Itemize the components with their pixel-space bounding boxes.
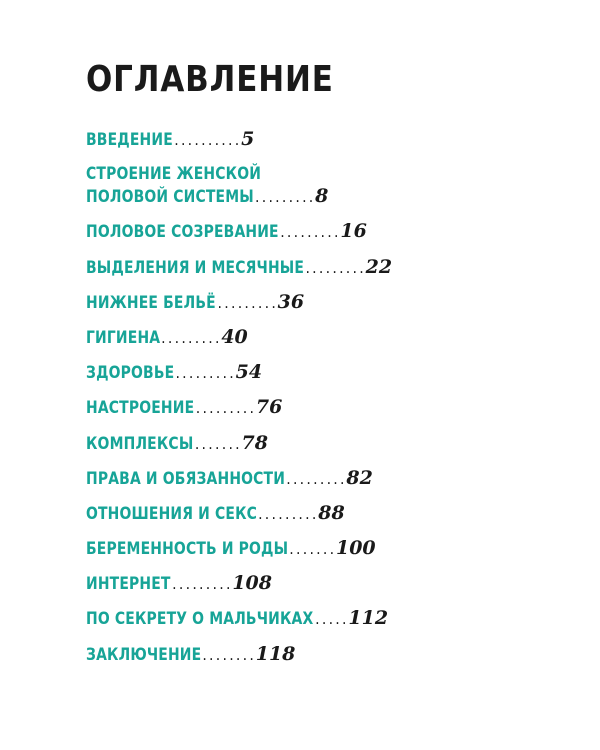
toc-entry-title: ИНТЕРНЕТ [86,574,171,595]
toc-entry-title: ЗАКЛЮЧЕНИЕ [86,644,202,665]
toc-page-number: 78 [241,431,268,454]
toc-entry[interactable] [86,537,392,559]
toc-entry-line [86,163,392,185]
toc-page-number: 88 [318,501,345,524]
toc-entry-line [86,572,392,594]
toc-leader-dots: ......... [216,296,277,311]
toc-page-number: 112 [348,607,389,630]
toc-entry-line [86,537,392,559]
toc-entry-line [86,128,392,150]
toc-leader-dots: ....... [193,437,241,452]
toc-page-number: 76 [255,396,283,419]
toc-entry[interactable] [86,396,392,418]
toc-entry[interactable] [86,163,392,207]
toc-entry-line [86,220,392,242]
toc-leader-dots: ......... [256,507,318,522]
toc-entry-line [86,256,392,278]
toc-entry-line [86,502,392,524]
toc-entry-title: ПОЛОВОЙ СИСТЕМЫ [86,187,254,208]
toc-page-number: 54 [235,361,263,384]
toc-leader-dots: ......... [194,402,255,417]
toc-entry-line [86,185,392,207]
toc-page-number: 8 [315,185,329,208]
toc-leader-dots: .......... [172,134,241,148]
toc-entry-line [86,643,392,665]
toc-page-number: 118 [255,642,296,665]
toc-entry-line [86,467,392,489]
toc-entry-title: СТРОЕНИЕ ЖЕНСКОЙ [86,164,262,185]
toc-leader-dots: ..... [313,613,348,628]
toc-entry[interactable] [86,256,392,278]
toc-entry[interactable] [86,607,392,629]
toc-entry-title: ВЫДЕЛЕНИЯ И МЕСЯЧНЫЕ [86,257,305,278]
toc-entry[interactable] [86,326,392,348]
toc-leader-dots: ........ [200,648,255,663]
toc-entry-title: ЗДОРОВЬЕ [86,363,175,384]
toc-entry[interactable] [86,432,392,454]
toc-entry-title: ПРАВА И ОБЯЗАННОСТИ [86,468,286,489]
toc-entry-line [86,326,392,348]
toc-entry[interactable] [86,361,392,383]
toc-entry-line [86,607,392,629]
page-title: ОГЛАВЛЕНИЕ [86,59,334,100]
toc-list [86,128,392,678]
toc-leader-dots: ......... [159,331,221,346]
toc-entry-line [86,396,392,418]
toc-entry-line [86,291,392,313]
toc-page-number: 16 [340,220,367,243]
toc-page-number: 5 [241,128,255,150]
toc-entry-title: ГИГИЕНА [86,327,161,348]
toc-leader-dots: ......... [170,578,232,593]
toc-leader-dots: ......... [304,261,365,276]
toc-page-number: 108 [232,572,272,595]
toc-leader-dots: ......... [284,472,346,487]
toc-entry-title: БЕРЕМЕННОСТЬ И РОДЫ [86,539,289,560]
toc-entry[interactable] [86,128,392,150]
toc-entry-title: ПОЛОВОЕ СОЗРЕВАНИЕ [86,222,279,243]
toc-entry-title: ВВЕДЕНИЕ [86,130,173,150]
toc-entry[interactable] [86,291,392,313]
toc-leader-dots: ....... [287,543,335,558]
toc-page-number: 22 [365,255,393,278]
toc-entry-line [86,432,392,454]
toc-leader-dots: ......... [253,191,315,206]
toc-entry-title: КОМПЛЕКСЫ [86,433,194,454]
toc-entry[interactable] [86,572,392,594]
toc-page-number: 40 [221,325,248,348]
toc-entry-title: ПО СЕКРЕТУ О МАЛЬЧИКАХ [86,609,314,630]
toc-entry[interactable] [86,220,392,242]
toc-entry-title: НИЖНЕЕ БЕЛЬЁ [86,292,216,313]
toc-page-number: 36 [277,290,305,313]
toc-entry[interactable] [86,467,392,489]
toc-entry-title: НАСТРОЕНИЕ [86,398,195,419]
toc-entry-line [86,361,392,383]
toc-entry-title: ОТНОШЕНИЯ И СЕКС [86,503,258,524]
toc-leader-dots: ......... [278,226,340,241]
toc-entry[interactable] [86,502,392,524]
toc-page-number: 82 [346,466,373,489]
toc-entry[interactable] [86,643,392,665]
toc-leader-dots: ......... [174,367,235,382]
toc-page-number: 100 [335,537,376,560]
